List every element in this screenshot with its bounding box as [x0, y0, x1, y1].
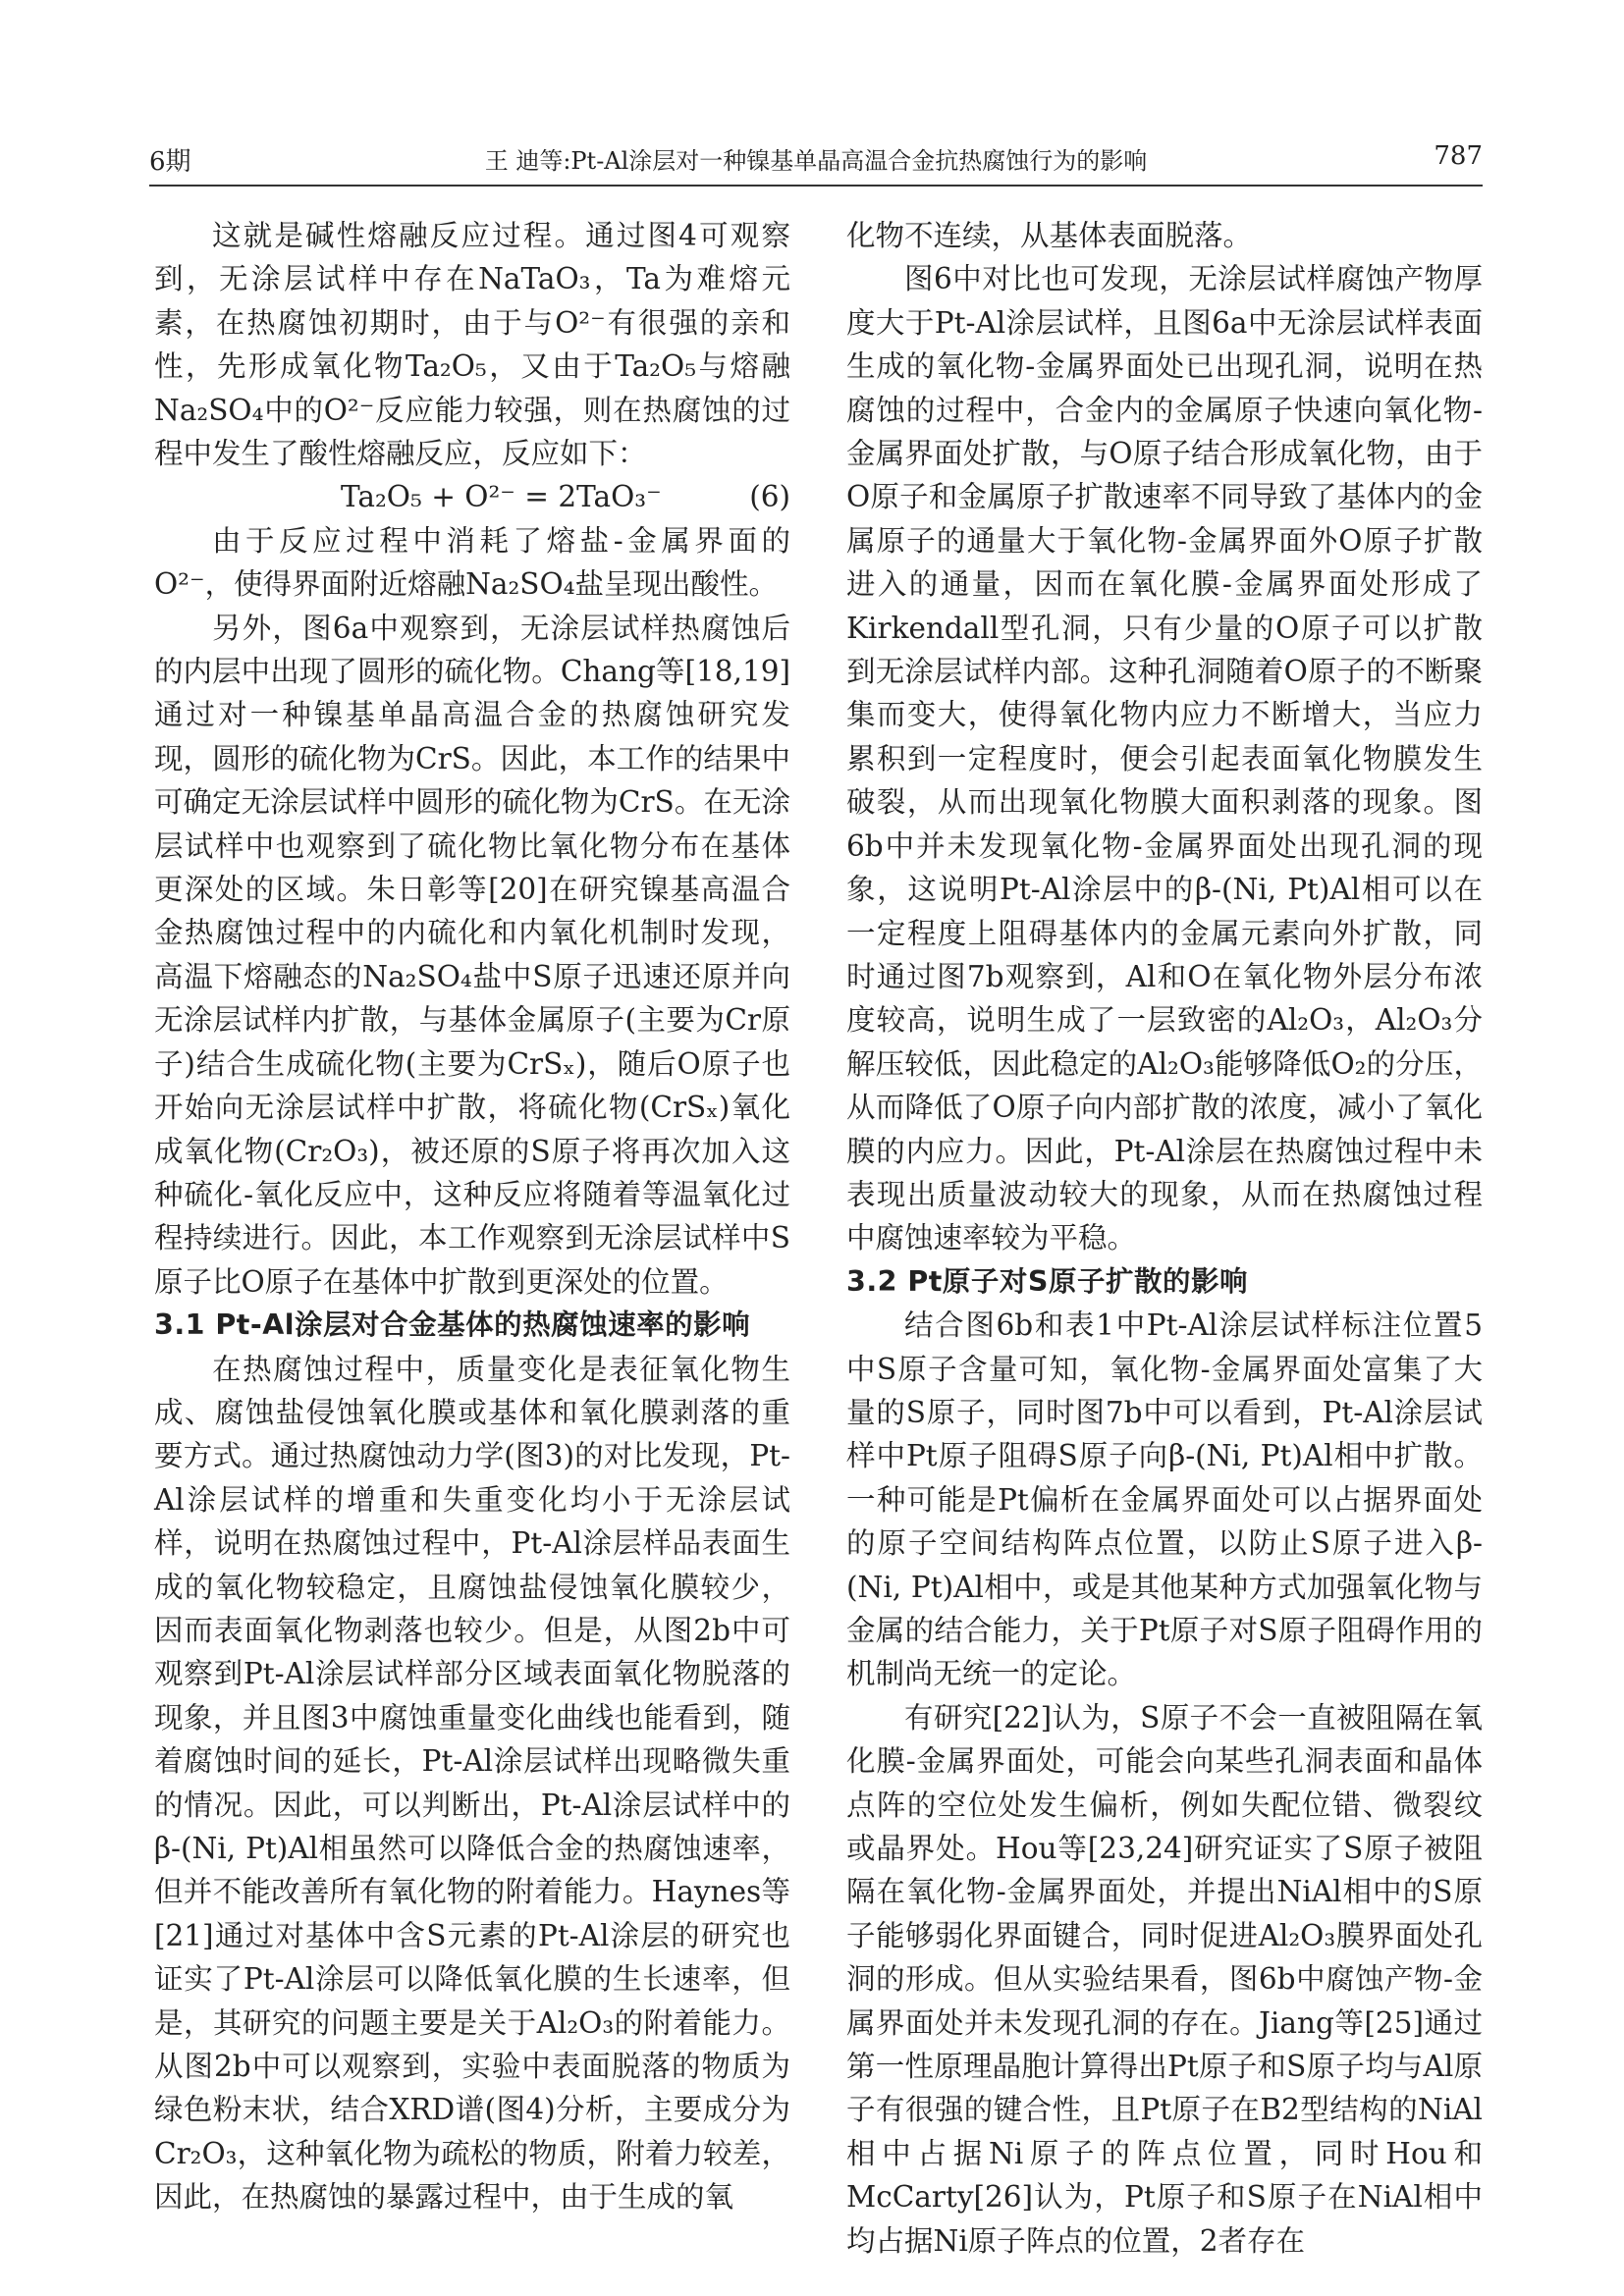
equation-6: [154, 475, 790, 518]
equation-body: Ta₂O₅ + O²⁻ = 2TaO₃⁻: [341, 480, 662, 514]
paragraph-basic-fluxing: 这就是碱性熔融反应过程。通过图4可观察到，无涂层试样中存在NaTaO₃，Ta为难熔元素，在热腐蚀初期时，由于与O²⁻有很强的亲和性，先形成氧化物Ta₂O₅，又由于Ta₂O₅与熔融Na₂SO₄中的O²⁻反应能力较强，则在热腐蚀的过程中发生了酸性熔融反应，反应如下：: [154, 219, 790, 471]
right-column: [846, 214, 1483, 2263]
paragraph-corrosion-rate: 在热腐蚀过程中，质量变化是表征氧化物生成、腐蚀盐侵蚀氧化膜或基体和氧化膜剥落的重要方式。通过热腐蚀动力学(图3)的对比发现，Pt-Al涂层试样的增重和失重变化均小于无涂层试样，说明在热腐蚀过程中，Pt-Al涂层样品表面生成的氧化物较稳定，且腐蚀盐侵蚀氧化膜较少，因而表面氧化物剥落也较少。但是，从图2b中可观察到Pt-Al涂层试样部分区域表面氧化物脱落的现象，并且图3中腐蚀重量变化曲线也能看到，随着腐蚀时间的延长，Pt-Al涂层试样出现略微失重的情况。因此，可以判断出，Pt-Al涂层试样中的β-(Ni, Pt)Al相虽然可以降低合金的热腐蚀速率，但并不能改善所有氧化物的附着能力。Haynes等[21]通过对基体中含S元素的Pt-Al涂层的研究也证实了Pt-Al涂层可以降低氧化膜的生长速率，但是，其研究的问题主要是关于Al₂O₃的附着能力。从图2b中可以观察到，实验中表面脱落的物质为绿色粉末状，结合XRD谱(图4)分析，主要成分为Cr₂O₃，这种氧化物为疏松的物质，附着力较差，因此，在热腐蚀的暴露过程中，由于生成的氧: [154, 1352, 790, 2215]
page-header: [149, 135, 1483, 187]
paragraph-kirkendall-voids: 图6中对比也可发现，无涂层试样腐蚀产物厚度大于Pt-Al涂层试样，且图6a中无涂层试样表面生成的氧化物-金属界面处已出现孔洞，说明在热腐蚀的过程中，合金内的金属原子快速向氧化物-金属界面处扩散，与O原子结合形成氧化物，由于O原子和金属原子扩散速率不同导致了基体内的金属原子的通量大于氧化物-金属界面外O原子扩散进入的通量，因而在氧化膜-金属界面处形成了Kirkendall型孔洞，只有少量的O原子可以扩散到无涂层试样内部。这种孔洞随着O原子的不断聚集而变大，使得氧化物内应力不断增大，当应力累积到一定程度时，便会引起表面氧化物膜发生破裂，从而出现氧化物膜大面积剥落的现象。图6b中并未发现氧化物-金属界面处出现孔洞的现象，这说明Pt-Al涂层中的β-(Ni, Pt)Al相可以在一定程度上阻碍基体内的金属元素向外扩散，同时通过图7b观察到，Al和O在氧化物外层分布浓度较高，说明生成了一层致密的Al₂O₃，Al₂O₃分解压较低，因此稳定的Al₂O₃能够降低O₂的分压，从而降低了O原子向内部扩散的浓度，减小了氧化膜的内应力。因此，Pt-Al涂层在热腐蚀过程中未表现出质量波动较大的现象，从而在热腐蚀过程中腐蚀速率较为平稳。: [846, 262, 1483, 1255]
paragraph-acidic-interface: 由于反应过程中消耗了熔盐-金属界面的O²⁻，使得界面附近熔融Na₂SO₄盐呈现出酸性。: [154, 523, 790, 602]
issue-number: 6期: [149, 147, 191, 177]
page-number: 787: [1434, 141, 1483, 171]
paragraph-s-segregation: 有研究[22]认为，S原子不会一直被阻隔在氧化膜-金属界面处，可能会向某些孔洞表面和晶体点阵的空位处发生偏析，例如失配位错、微裂纹或晶界处。Hou等[23,24]研究证实了S原子被阻隔在氧化物-金属界面处，并提出NiAl相中的S原子能够弱化界面键合，同时促进Al₂O₃膜界面处孔洞的形成。但从实验结果看，图6b中腐蚀产物-金属界面处并未发现孔洞的存在。Jiang等[25]通过第一性原理晶胞计算得出Pt原子和S原子均与Al原子有很强的键合性，且Pt原子在B2型结构的NiAl相中占据Ni原子的阵点位置，同时Hou和McCarty[26]认为，Pt原子和S原子在NiAl相中均占据Ni原子阵点的位置，2者存在: [846, 1700, 1483, 2258]
equation-number: (6): [749, 480, 790, 514]
paragraph-sulfide-formation: 另外，图6a中观察到，无涂层试样热腐蚀后的内层中出现了圆形的硫化物。Chang等[18,19]通过对一种镍基单晶高温合金的热腐蚀研究发现，圆形的硫化物为CrS。因此，本工作的结果中可确定无涂层试样中圆形的硫化物为CrS。在无涂层试样中也观察到了硫化物比氧化物分布在基体更深处的区域。朱日彰等[20]在研究镍基高温合金热腐蚀过程中的内硫化和内氧化机制时发现，高温下熔融态的Na₂SO₄盐中S原子迅速还原并向无涂层试样内扩散，与基体金属原子(主要为Cr原子)结合生成硫化物(主要为CrSₓ)，随后O原子也开始向无涂层试样中扩散，将硫化物(CrSₓ)氧化成氧化物(Cr₂O₃)，被还原的S原子将再次加入这种硫化-氧化反应中，这种反应将随着等温氧化过程持续进行。因此，本工作观察到无涂层试样中S原子比O原子在基体中扩散到更深处的位置。: [154, 611, 790, 1299]
paragraph-pt-blocks-s: 结合图6b和表1中Pt-Al涂层试样标注位置5中S原子含量可知，氧化物-金属界面处富集了大量的S原子，同时图7b中可以看到，Pt-Al涂层试样中Pt原子阻碍S原子向β-(Ni, Pt)Al相中扩散。一种可能是Pt偏析在金属界面处可以占据界面处的原子空间结构阵点位置，以防止S原子进入β-(Ni, Pt)Al相中，或是其他某种方式加强氧化物与金属的结合能力，关于Pt原子对S原子阻碍作用的机制尚无统一的定论。: [846, 1308, 1483, 1691]
section-heading-3-1: 3.1 Pt-Al涂层对合金基体的热腐蚀速率的影响: [154, 1308, 751, 1342]
section-heading-3-2: 3.2 Pt原子对S原子扩散的影响: [846, 1264, 1248, 1298]
running-title: 王 迪等:Pt-Al涂层对一种镍基单晶高温合金抗热腐蚀行为的影响: [484, 147, 1148, 175]
paragraph-continuation: 化物不连续，从基体表面脱落。: [846, 219, 1253, 252]
left-column: [154, 214, 790, 2219]
